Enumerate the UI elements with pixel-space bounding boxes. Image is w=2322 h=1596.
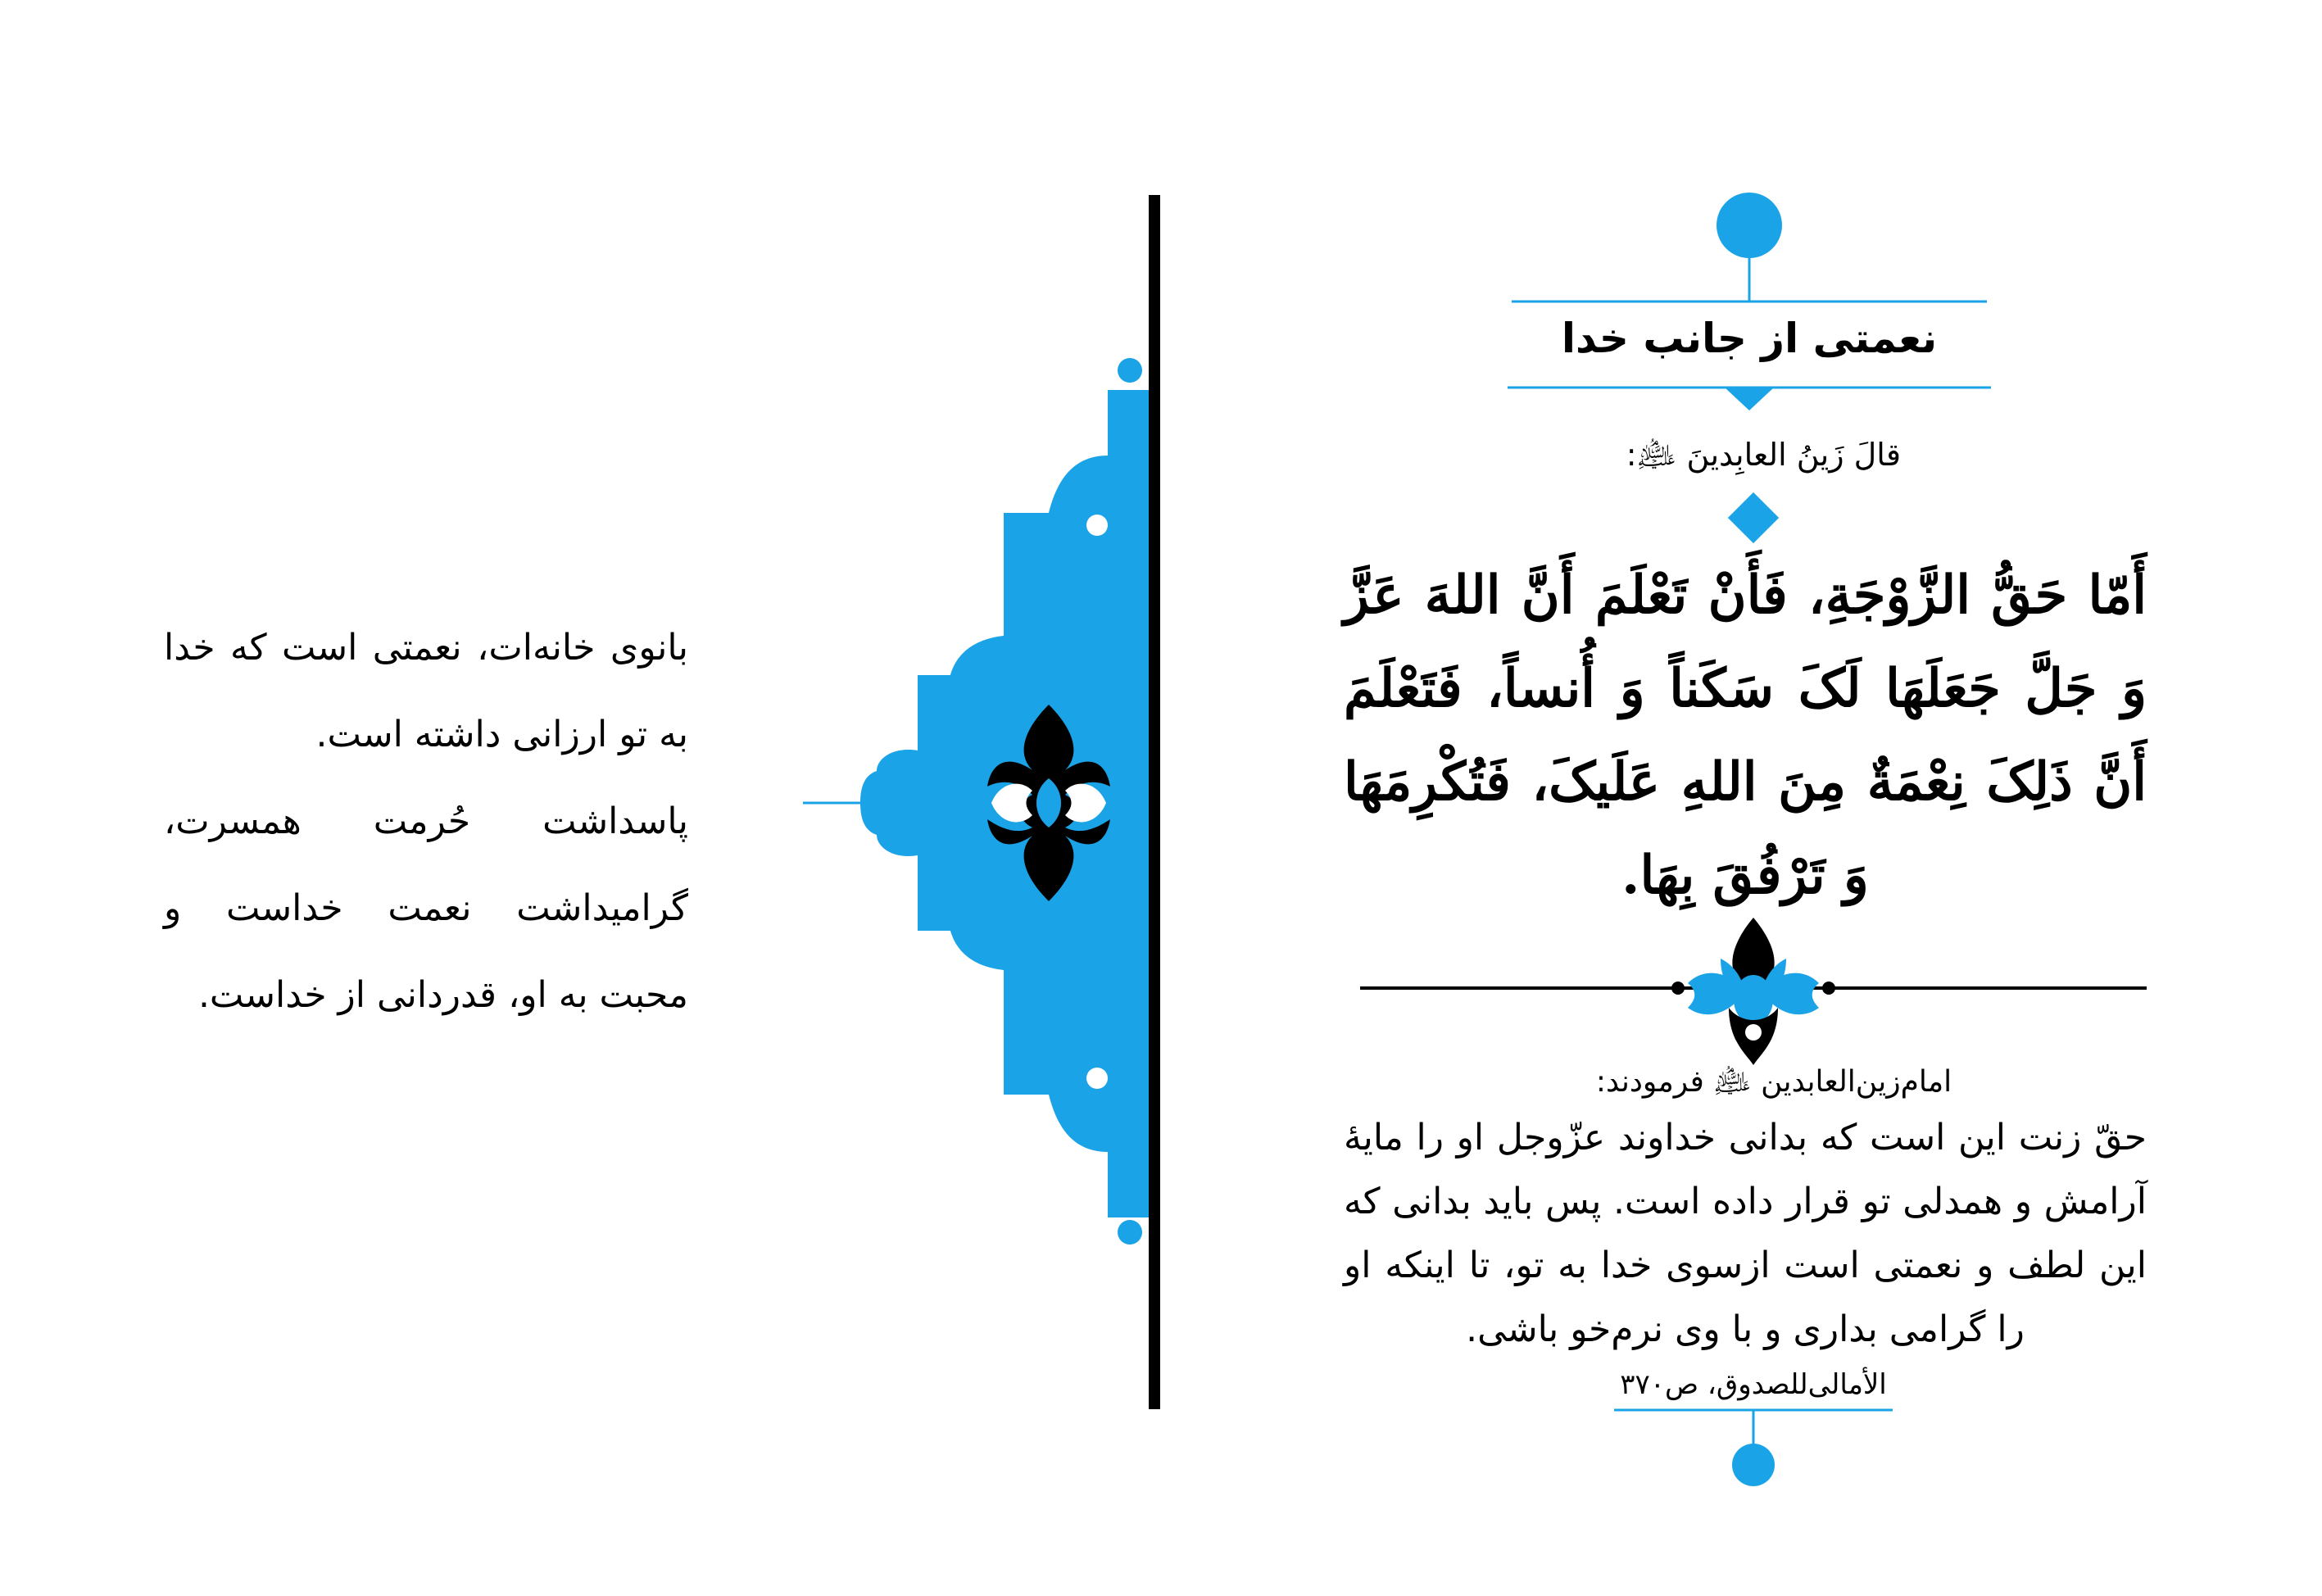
lotus-flower-icon <box>1688 918 1819 1065</box>
left-panel-text <box>164 605 688 1039</box>
diamond-icon <box>1728 492 1779 543</box>
left-panel-line: بانوی خانه‌ات، نعمتی است که خدا به تو ارزانی داشته است. <box>164 627 688 755</box>
arabic-hadith <box>1344 549 2147 923</box>
arabesque-ornament <box>795 357 1155 1258</box>
persian-translation <box>1344 1106 2147 1362</box>
arabic-hadith-text: أَمّا حَقُّ الزَّوْجَةِ، فَأَنْ تَعْلَمَ أَنَّ اللهَ عَزَّ وَ جَلَّ جَعَلَهَا لَکَ سَکَناً وَ أُنساً، فَتَعْلَمَ أَنَّ ذَلِکَ نِعْمَةٌ مِنَ اللهِ عَلَیکَ، فَتُکْرِمَهَا وَ تَرْفُقَ بِهَا. <box>1344 564 2147 906</box>
speaker-line: امام‌زین‌العابدین ﵇ فرمودند: <box>1595 1065 1952 1099</box>
source-citation: الأمالی‌للصدوق، ص۳۷۰ <box>1620 1368 1887 1401</box>
page-title: نعمتی از جانب خدا <box>1561 315 1938 362</box>
left-panel-line: پاسداشت حُرمت همسرت، گرامیداشت نعمت خداست و محبت به او، قدردانی از خداست. <box>164 800 688 1016</box>
persian-translation-text: حقّ زنت این است که بدانی خداوند عزّوجل او را مایهٔ آرامش و همدلی تو قرار داده است. پس باید بدانی که این لطف و نعمتی است ازسوی خدا به تو، تا اینکه او را گرامی بداری و با وی نرم‌خو باشی. <box>1344 1117 2147 1350</box>
footer-decoration <box>1606 1408 1901 1498</box>
lotus-separator <box>1360 909 2147 1073</box>
arabic-attribution: قالَ زَینُ العابِدینَ ﵇: <box>1626 437 1901 473</box>
